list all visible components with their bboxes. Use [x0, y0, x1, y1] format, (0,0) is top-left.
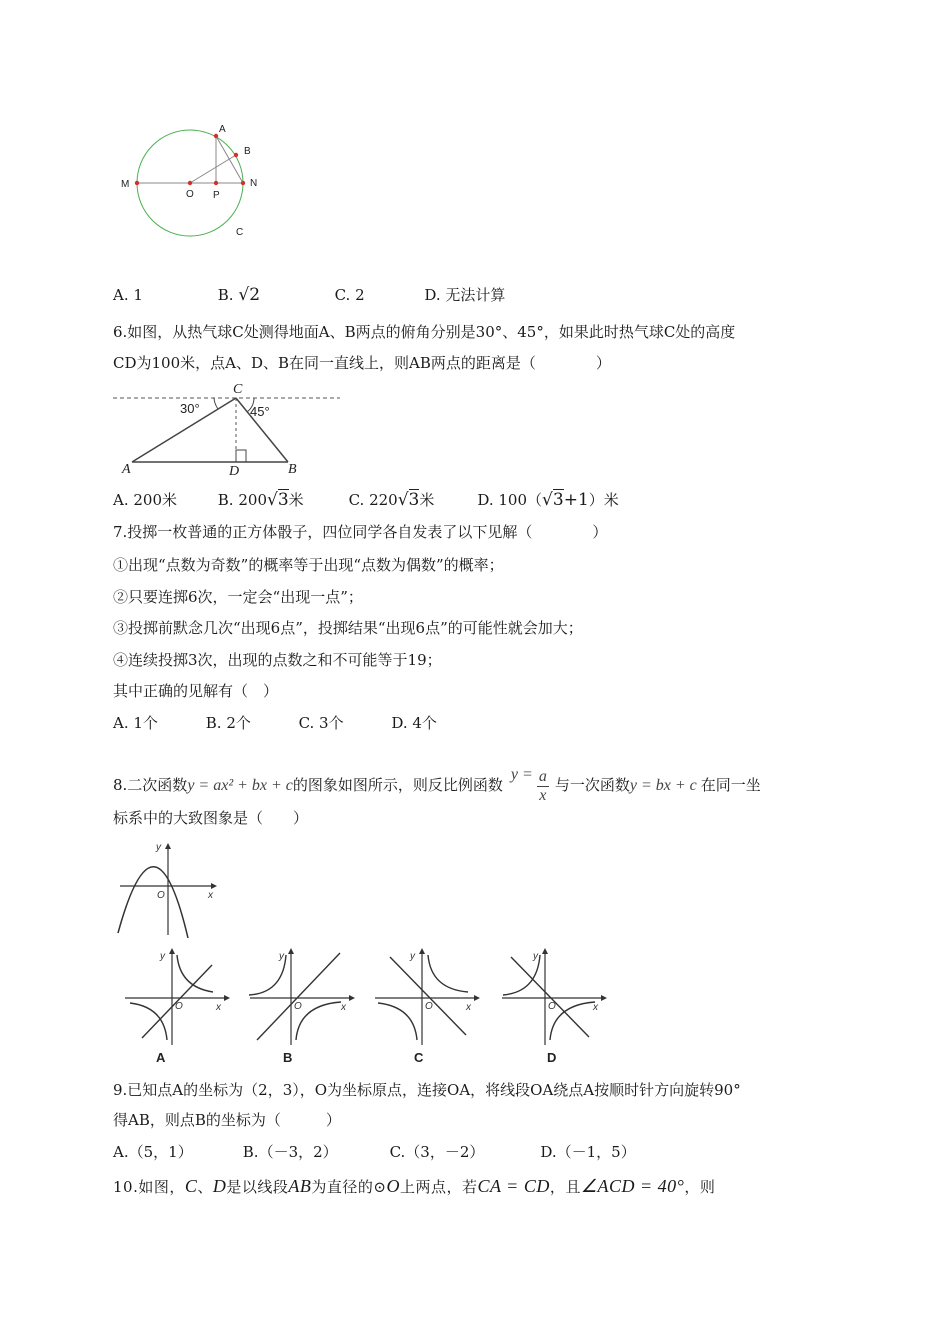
- y-axis-arrow: [288, 948, 294, 954]
- q5-option-d[interactable]: D. 无法计算: [424, 286, 506, 304]
- x-axis-arrow: [211, 883, 217, 889]
- segment-ob: [190, 155, 236, 183]
- q7-options: [113, 713, 437, 733]
- choice-label-d: D: [547, 1050, 557, 1065]
- y-label: y: [160, 951, 165, 962]
- q8-stem-line2: 标系中的大致图象是（ ）: [113, 809, 309, 827]
- x-axis-arrow: [601, 995, 607, 1001]
- label-b: B: [288, 462, 297, 477]
- choice-graph-b[interactable]: [245, 945, 360, 1065]
- origin-label: O: [175, 1001, 183, 1012]
- q5-option-a[interactable]: A. 1: [113, 286, 143, 304]
- origin-label: O: [548, 1001, 556, 1012]
- angle-arc-left: [214, 398, 218, 409]
- circle-figure: [110, 118, 280, 248]
- q7-item-2: ②只要连掷6次，一定会“出现一点”；: [113, 588, 363, 606]
- linear-line: [511, 957, 589, 1037]
- label-p: P: [213, 190, 220, 201]
- point-o: [188, 181, 192, 185]
- label-a: A: [219, 124, 226, 135]
- y-label: y: [279, 951, 284, 962]
- y-axis-arrow: [542, 948, 548, 954]
- point-n: [241, 181, 245, 185]
- origin-label: O: [157, 890, 165, 901]
- y-label: y: [533, 951, 538, 962]
- point-a: [214, 134, 218, 138]
- q9-option-b[interactable]: B.（－3，2）: [242, 1143, 338, 1161]
- choice-label-a: A: [156, 1050, 166, 1065]
- q9-options: [113, 1142, 636, 1162]
- label-30deg: 30°: [180, 401, 200, 416]
- label-c: C: [236, 227, 244, 238]
- hyperbola-q3: [130, 1003, 167, 1040]
- label-c: C: [233, 382, 243, 397]
- point-m: [135, 181, 139, 185]
- hyperbola-q3: [378, 1003, 417, 1040]
- y-axis-arrow: [165, 843, 171, 849]
- q6-option-c[interactable]: C. 220√3米: [348, 490, 435, 510]
- q5-option-c[interactable]: C. 2: [334, 286, 365, 304]
- q7-stem: 7.投掷一枚普通的正方体骰子，四位同学各自发表了以下见解（ ）: [113, 523, 608, 541]
- label-a: A: [122, 462, 131, 477]
- q9-option-c[interactable]: C.（3，－2）: [389, 1143, 485, 1161]
- origin-label: O: [425, 1001, 433, 1012]
- point-b: [234, 153, 238, 157]
- origin-label: O: [294, 1001, 302, 1012]
- choice-label-b: B: [283, 1050, 293, 1065]
- q6-option-d[interactable]: D. 100（√3+1）米: [477, 490, 619, 510]
- q7-item-3: ③投掷前默念几次“出现6点”，投掷结果“出现6点”的可能性就会加大；: [113, 619, 583, 637]
- q7-option-c[interactable]: C. 3个: [298, 714, 344, 732]
- linear-formula: y = bx + c: [629, 777, 697, 794]
- q9-stem-line1: 9.已知点A的坐标为（2，3），O为坐标原点，连接OA，将线段OA绕点A按顺时针方向旋转90°: [113, 1081, 741, 1099]
- inverse-fn-fraction: $\frac{a}{x}$: [538, 767, 547, 804]
- q5-options: [113, 285, 505, 305]
- x-axis-arrow: [474, 995, 480, 1001]
- parabola-curve: [118, 867, 188, 938]
- q7-option-a[interactable]: A. 1个: [113, 714, 158, 732]
- x-axis-arrow: [224, 995, 230, 1001]
- y-axis-arrow: [419, 948, 425, 954]
- label-45deg: 45°: [250, 404, 270, 419]
- q5-option-b[interactable]: B. √2: [217, 285, 261, 305]
- x-axis-arrow: [349, 995, 355, 1001]
- q6-options: [113, 490, 619, 510]
- q6-option-b[interactable]: B. 200√3米: [217, 490, 304, 510]
- label-o: O: [186, 189, 194, 200]
- parabola-graph: [110, 838, 225, 938]
- q9-option-d[interactable]: D.（－1，5）: [540, 1143, 636, 1161]
- hyperbola-q1: [428, 955, 468, 992]
- q8-stem-line1: 8.二次函数y = ax² + bx + c的图象如图所示，则反比例函数y = $\frac{a}{x}$ 与一次函数y = bx + c 在同一坐: [113, 766, 761, 804]
- linear-line: [390, 957, 466, 1035]
- choice-graph-a[interactable]: [120, 945, 235, 1065]
- q9-option-a[interactable]: A.（5，1）: [113, 1143, 193, 1161]
- inverse-fn-y: y =: [510, 766, 533, 783]
- x-label: x: [216, 1002, 221, 1013]
- choice-graph-c[interactable]: [370, 945, 485, 1065]
- label-m: M: [121, 179, 130, 190]
- y-label: y: [410, 951, 415, 962]
- q7-item-1: ①出现“点数为奇数”的概率等于出现“点数为偶数”的概率；: [113, 556, 504, 574]
- y-label: y: [156, 842, 161, 853]
- hyperbola-q1: [177, 955, 213, 992]
- choice-graph-d[interactable]: [497, 945, 612, 1065]
- choice-label-c: C: [414, 1050, 424, 1065]
- point-p: [214, 181, 218, 185]
- label-n: N: [250, 178, 258, 189]
- q6-stem-line1: 6.如图，从热气球C处测得地面A、B两点的俯角分别是30°、45°，如果此时热气球C处的高度: [113, 323, 736, 341]
- x-label: x: [208, 890, 213, 901]
- q6-option-a[interactable]: A. 200米: [113, 491, 178, 509]
- hyperbola-q4: [296, 1002, 341, 1040]
- quadratic-formula: y = ax² + bx + c: [187, 777, 293, 794]
- label-b: B: [244, 146, 251, 157]
- x-label: x: [593, 1002, 598, 1013]
- label-d: D: [229, 464, 240, 479]
- x-label: x: [466, 1002, 471, 1013]
- q7-option-d[interactable]: D. 4个: [391, 714, 437, 732]
- q9-stem-line2: 得AB，则点B的坐标为（ ）: [113, 1111, 341, 1129]
- q6-stem-line2: CD为100米，点A、D、B在同一直线上，则AB两点的距离是（ ）: [113, 354, 611, 372]
- q7-item-4: ④连续投掷3次，出现的点数之和不可能等于19；: [113, 651, 442, 669]
- q10-stem: 10.如图，C、D是以线段AB为直径的⊙O上两点，若CA = CD，且∠ACD = 40°，则: [113, 1176, 716, 1196]
- q7-option-b[interactable]: B. 2个: [205, 714, 251, 732]
- balloon-figure: [110, 380, 350, 480]
- q7-ask: 其中正确的见解有（ ）: [113, 682, 279, 700]
- y-axis-arrow: [169, 948, 175, 954]
- x-label: x: [341, 1002, 346, 1013]
- right-angle-mark: [236, 450, 246, 462]
